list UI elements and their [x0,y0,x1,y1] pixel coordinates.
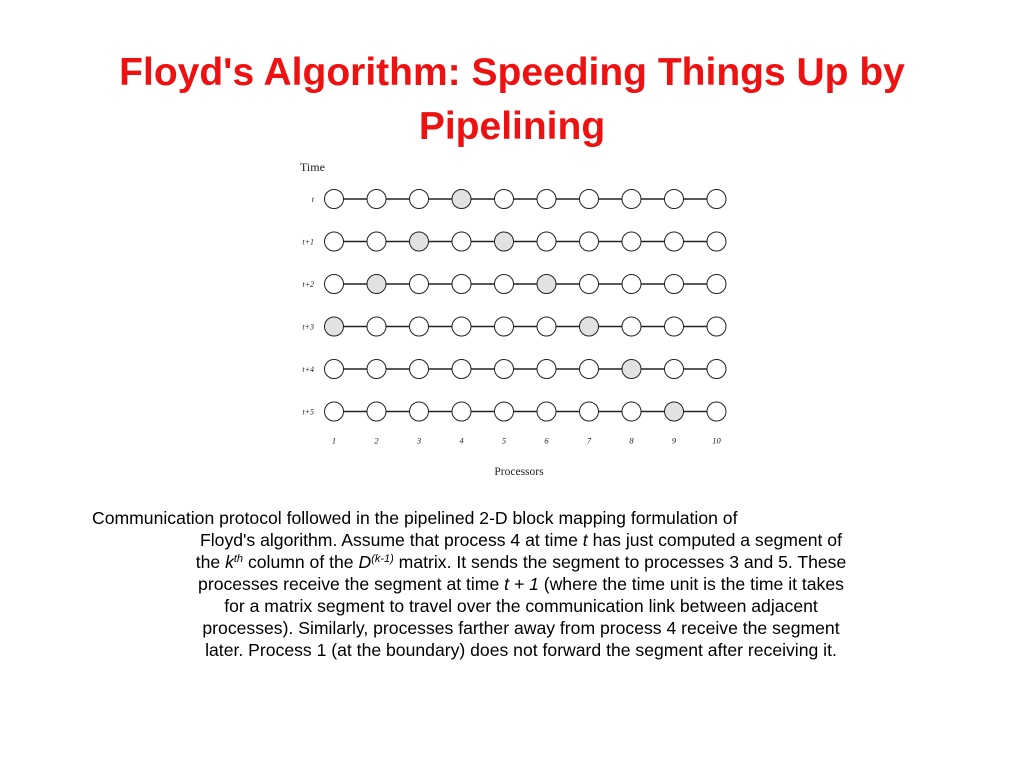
processors-axis-title: Processors [494,466,544,478]
processor-node [622,275,641,294]
caption-line-7: later. Process 1 (at the boundary) does not forward the segment after receiving it. [205,640,837,660]
processor-label: 8 [629,435,634,446]
processor-node [495,275,514,294]
time-row-label: t+3 [302,322,314,332]
caption-line-6: processes). Similarly, processes farther away from process 4 receive the segment [202,618,840,638]
time-rows [302,190,726,422]
caption-text: the [195,552,226,572]
time-row-label: t+1 [302,237,314,247]
processor-node [622,402,641,421]
processor-node [495,190,514,209]
processor-node [452,275,471,294]
processor-node [537,317,556,336]
processor-node [325,232,344,251]
processor-node [665,360,684,379]
processor-node [367,317,386,336]
processor-node [707,232,726,251]
processor-node [367,232,386,251]
processor-node [410,360,429,379]
caption-line-2 [92,529,950,551]
processor-label: 10 [712,435,721,446]
processor-node [580,190,599,209]
processor-node [707,317,726,336]
processor-node-active [452,190,471,209]
processor-node [665,275,684,294]
processor-node [367,190,386,209]
caption-text: column of the [243,552,359,572]
processor-node-active [410,232,429,251]
caption-text: matrix. It sends the segment to processes 3 and 5. These [393,552,847,572]
processor-node [537,190,556,209]
processor-node [452,232,471,251]
processor-node [707,190,726,209]
processor-node-active [325,317,344,336]
caption-text: has just computed a segment of [587,530,842,550]
time-row [302,232,726,251]
processor-node-active [622,360,641,379]
slide-title: Floyd's Algorithm: Speeding Things Up by Pipelining [119,51,905,148]
processor-label: 4 [459,435,464,446]
processor-node [580,402,599,421]
processor-node [452,402,471,421]
processor-node [580,275,599,294]
processor-label: 3 [416,435,422,446]
caption-line-4 [92,573,950,595]
time-row [302,360,726,379]
processor-node [665,232,684,251]
processor-node [665,317,684,336]
processor-node [410,275,429,294]
processor-node [580,360,599,379]
processor-node [325,190,344,209]
slide-caption [92,507,950,661]
processor-node-active [495,232,514,251]
caption-text: Floyd's algorithm. Assume that process 4 at time [200,530,583,550]
processor-node [410,402,429,421]
processor-node [495,317,514,336]
processor-node [495,360,514,379]
processor-label: 2 [374,435,379,446]
caption-italic-k: k [225,552,234,572]
caption-italic-t: t [582,530,588,550]
processor-node [580,232,599,251]
time-row [312,190,726,209]
caption-line-1: Communication protocol followed in the pipelined 2-D block mapping formulation of [92,508,738,528]
processor-label: 6 [544,435,549,446]
processor-label: 7 [586,435,592,446]
pipeline-diagram [285,155,745,485]
caption-text: (where the time unit is the time it takes [538,574,844,594]
processor-node [367,360,386,379]
processor-node-active [367,275,386,294]
processor-node [495,402,514,421]
time-row-label: t+2 [302,280,314,289]
processor-node-active [665,402,684,421]
caption-superscript-k-1: (k-1) [371,553,394,565]
time-row [302,317,726,336]
processor-node [367,402,386,421]
processor-node [707,360,726,379]
processor-labels [332,436,722,446]
time-row-label: t+5 [302,407,314,417]
processor-node [622,190,641,209]
time-row-label: t+4 [302,365,314,374]
processor-node [622,232,641,251]
processor-label: 9 [671,435,677,446]
time-axis-title: Time [300,160,325,174]
caption-superscript-th: th [233,553,244,565]
time-row-label: t [311,195,314,204]
processor-label: 1 [331,435,337,446]
processor-node [452,360,471,379]
time-row [302,275,726,294]
processor-node-active [537,275,556,294]
processor-node [537,402,556,421]
caption-italic-t-plus-1: t + 1 [504,574,539,594]
processor-node [410,190,429,209]
processor-node [537,360,556,379]
caption-line-5: for a matrix segment to travel over the communication link between adjacent [224,596,818,616]
processor-node [410,317,429,336]
processor-node [325,360,344,379]
processor-node [325,402,344,421]
processor-node [537,232,556,251]
time-row [302,402,726,421]
processor-node [707,402,726,421]
processor-node [622,317,641,336]
processor-node-active [580,317,599,336]
caption-text: processes receive the segment at time [198,574,505,594]
processor-label: 5 [501,435,507,446]
processor-node [325,275,344,294]
processor-node [707,275,726,294]
caption-italic-d: D [358,552,372,572]
processor-node [452,317,471,336]
caption-line-3 [92,551,950,573]
processor-node [665,190,684,209]
